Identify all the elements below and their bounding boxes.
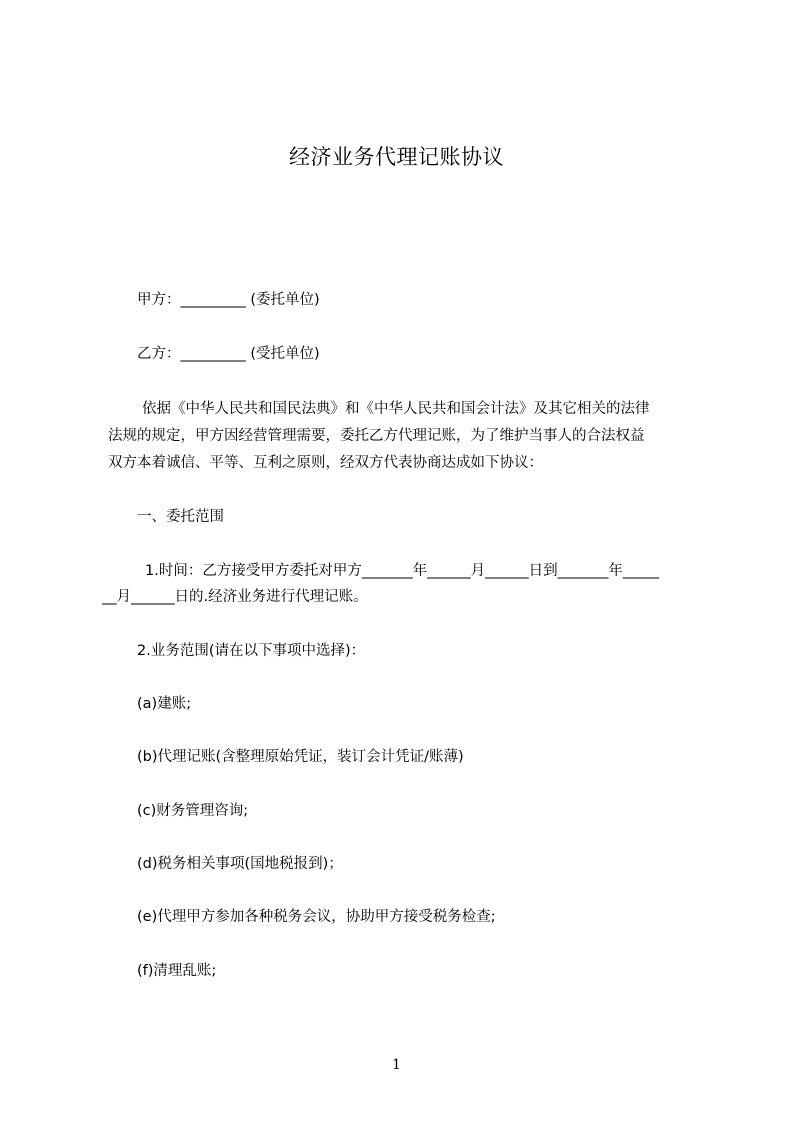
list-item: (a)建账; (137, 696, 192, 712)
document-title: 经济业务代理记账协议 (289, 145, 504, 169)
list-item: (f)清理乱账; (137, 963, 217, 979)
preamble-line: 法规的规定，甲方因经营管理需要，委托乙方代理记账，为了维护当事人的合法权益 (108, 428, 645, 444)
clause-1-line: 1.时间：乙方接受甲方委托对甲方_______年______月______日到_______年_____ (145, 563, 660, 579)
page-number: 1 (392, 1057, 401, 1073)
clause-2-line: 2.业务范围(请在以下事项中选择)： (137, 643, 366, 659)
section-heading: 一、委托范围 (137, 509, 224, 525)
list-item: (e)代理甲方参加各种税务会议，协助甲方接受税务检查; (137, 909, 496, 925)
list-item: (c)财务管理咨询; (137, 803, 249, 819)
list-item: (d)税务相关事项(国地税报到)； (137, 856, 343, 872)
party-b-line: 乙方：_________ (受托单位) (137, 346, 320, 362)
preamble-line: 双方本着诚信、平等、互利之原则，经双方代表协商达成如下协议： (108, 455, 543, 471)
preamble-line: 依据《中华人民共和国民法典》和《中华人民共和国会计法》及其它相关的法律 (142, 401, 650, 417)
party-a-line: 甲方：_________ (委托单位) (137, 292, 320, 308)
list-item: (b)代理记账(含整理原始凭证，装订会计凭证/账薄) (137, 749, 464, 765)
clause-1-line: __月______日的.经济业务进行代理记账。 (102, 589, 368, 605)
